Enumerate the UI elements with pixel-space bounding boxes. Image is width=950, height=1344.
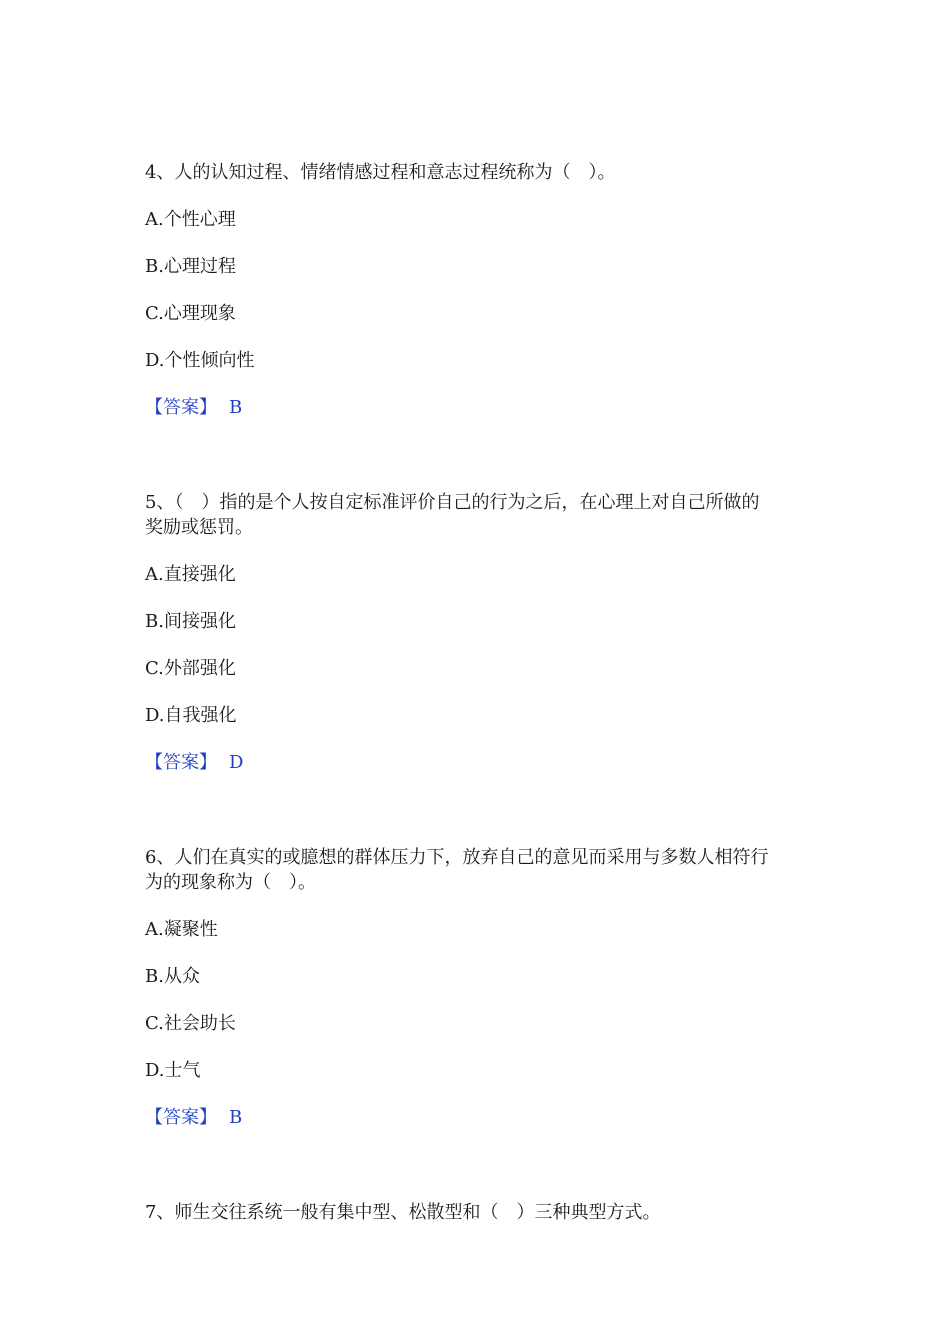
answer-label: 【答案】: [145, 397, 217, 418]
question-6-stem-line-2: 为的现象称为（ ）。: [145, 872, 316, 893]
question-6-option-b: B.从众: [145, 966, 200, 987]
answer-value: B: [229, 397, 243, 418]
question-5-option-a: A.直接强化: [145, 564, 236, 585]
question-4-answer: [145, 394, 242, 422]
answer-label: 【答案】: [145, 1107, 217, 1128]
question-6-option-c: C.社会助长: [145, 1013, 236, 1034]
question-6-option-d: D.士气: [145, 1060, 201, 1081]
question-6-answer: [145, 1104, 242, 1132]
question-5-stem-line-1: 5、（ ）指的是个人按自定标准评价自己的行为之后，在心理上对自己所做的: [145, 492, 760, 513]
question-5-stem-line-2: 奖励或惩罚。: [145, 517, 253, 538]
question-5-option-b: B.间接强化: [145, 611, 236, 632]
answer-value: B: [229, 1107, 243, 1128]
question-7-stem: 7、师生交往系统一般有集中型、松散型和（ ）三种典型方式。: [145, 1202, 661, 1223]
question-4-stem: 4、人的认知过程、情绪情感过程和意志过程统称为（ ）。: [145, 162, 616, 183]
question-5-option-d: D.自我强化: [145, 705, 237, 726]
answer-label: 【答案】: [145, 752, 217, 773]
question-4-option-d: D.个性倾向性: [145, 350, 255, 371]
question-5-option-c: C.外部强化: [145, 658, 236, 679]
question-6-option-a: A.凝聚性: [145, 919, 218, 940]
question-4-option-b: B.心理过程: [145, 256, 236, 277]
question-6-stem-line-1: 6、人们在真实的或臆想的群体压力下，放弃自己的意见而采用与多数人相符行: [145, 847, 769, 868]
question-5-answer: [145, 749, 243, 777]
question-4-option-c: C.心理现象: [145, 303, 236, 324]
question-4-option-a: A.个性心理: [145, 209, 236, 230]
answer-value: D: [229, 752, 244, 773]
